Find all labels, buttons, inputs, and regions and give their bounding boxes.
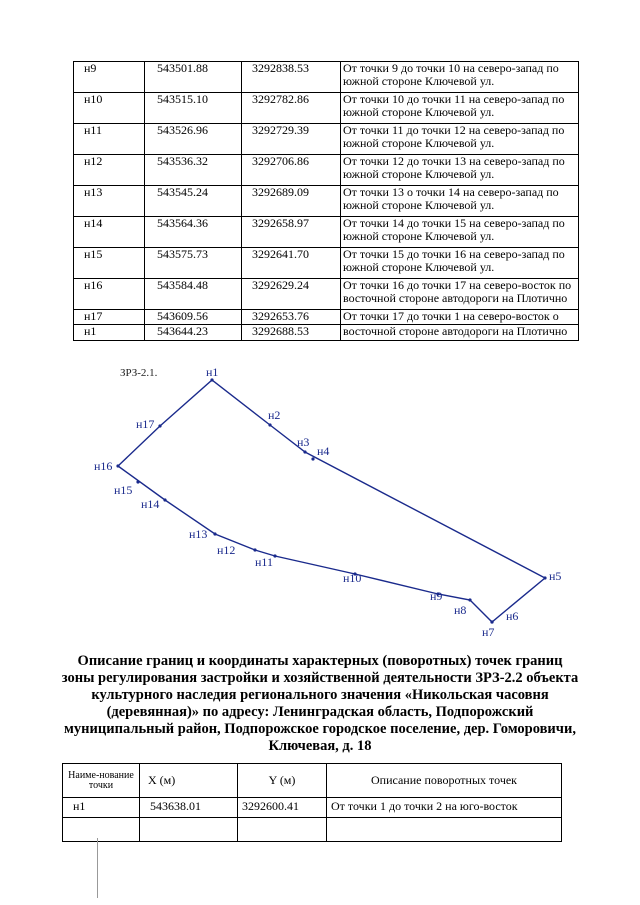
point-name: н12 <box>74 155 145 186</box>
point-description: От точки 16 до точки 17 на северо-восток по восточной стороне автодороги на Плотично <box>341 279 579 310</box>
boundary-point-label: н3 <box>297 435 310 449</box>
boundary-point-label: н17 <box>136 417 155 431</box>
boundary-point-label: н11 <box>255 555 273 569</box>
boundary-polyline <box>118 380 545 622</box>
point-x: 543644.23 <box>145 325 242 341</box>
point-y: 3292641.70 <box>242 248 341 279</box>
boundary-point-marker <box>273 554 276 557</box>
table-row <box>74 93 579 124</box>
boundary-point-marker <box>163 498 166 501</box>
point-x: 543564.36 <box>145 217 242 248</box>
point-name: н13 <box>74 186 145 217</box>
boundary-point-label: н4 <box>317 444 330 458</box>
table-row <box>74 248 579 279</box>
boundary-point-marker <box>490 620 493 623</box>
point-description: От точки 1 до точки 2 на юго-восток <box>327 798 562 818</box>
point-y: 3292688.53 <box>242 325 341 341</box>
point-y: 3292658.97 <box>242 217 341 248</box>
boundary-point-marker <box>158 424 161 427</box>
boundary-points <box>116 378 546 623</box>
point-y: 3292706.86 <box>242 155 341 186</box>
point-y: 3292838.53 <box>242 62 341 93</box>
table-row-empty <box>63 818 562 842</box>
table-row <box>74 62 579 93</box>
boundary-point-label: н1 <box>206 365 219 379</box>
point-name: н9 <box>74 62 145 93</box>
point-x: 543545.24 <box>145 186 242 217</box>
column-header-name: Наиме-нование точки <box>63 764 140 798</box>
table-row <box>74 186 579 217</box>
boundary-point-label: н12 <box>217 543 236 557</box>
point-name: н10 <box>74 93 145 124</box>
point-description: От точки 12 до точки 13 на северо-запад по южной стороне Ключевой ул. <box>341 155 579 186</box>
boundary-point-marker <box>311 457 314 460</box>
boundary-point-label: н7 <box>482 625 495 639</box>
boundary-point-marker <box>213 532 216 535</box>
point-y: 3292782.86 <box>242 93 341 124</box>
boundary-point-label: н8 <box>454 603 467 617</box>
coordinates-table-zrz-2-2 <box>62 763 562 842</box>
boundary-plan-diagram <box>0 360 640 640</box>
boundary-point-label: н14 <box>141 497 160 511</box>
point-y: 3292600.41 <box>238 798 327 818</box>
point-x: 543609.56 <box>145 310 242 325</box>
point-x: 543536.32 <box>145 155 242 186</box>
table-row <box>74 279 579 310</box>
boundary-point-marker <box>468 598 471 601</box>
column-header-x: X (м) <box>140 764 238 798</box>
point-description: восточной стороне автодороги на Плотично <box>341 325 579 341</box>
boundary-point-label: н15 <box>114 483 133 497</box>
table-row <box>74 325 579 341</box>
point-description: От точки 17 до точки 1 на северо-восток о <box>341 310 579 325</box>
boundary-point-marker <box>136 480 139 483</box>
point-name: н15 <box>74 248 145 279</box>
point-description: От точки 9 до точки 10 на северо-запад по южной стороне Ключевой ул. <box>341 62 579 93</box>
table-row <box>74 155 579 186</box>
boundary-point-marker <box>303 450 306 453</box>
point-name: н17 <box>74 310 145 325</box>
point-description: От точки 13 о точки 14 на северо-запад по южной стороне Ключевой ул. <box>341 186 579 217</box>
point-x: 543501.88 <box>145 62 242 93</box>
table-row <box>74 217 579 248</box>
margin-line <box>97 838 98 898</box>
point-y: 3292729.39 <box>242 124 341 155</box>
point-x: 543515.10 <box>145 93 242 124</box>
boundary-point-label: н9 <box>430 589 443 603</box>
point-y: 3292689.09 <box>242 186 341 217</box>
table-row <box>74 124 579 155</box>
point-x: 543584.48 <box>145 279 242 310</box>
zone-label: ЗРЗ-2.1. <box>120 367 158 379</box>
boundary-point-label: н13 <box>189 527 208 541</box>
point-description: От точки 14 до точки 15 на северо-запад по южной стороне Ключевой ул. <box>341 217 579 248</box>
boundary-point-label: н2 <box>268 408 281 422</box>
boundary-point-label: н5 <box>549 569 562 583</box>
boundary-point-marker <box>116 464 119 467</box>
point-name: н11 <box>74 124 145 155</box>
column-header-y: Y (м) <box>238 764 327 798</box>
table-row <box>74 310 579 325</box>
column-header-description: Описание поворотных точек <box>327 764 562 798</box>
point-name: н1 <box>74 325 145 341</box>
point-name: н14 <box>74 217 145 248</box>
boundary-point-marker <box>543 576 546 579</box>
point-x: 543526.96 <box>145 124 242 155</box>
point-description: От точки 15 до точки 16 на северо-запад по южной стороне Ключевой ул. <box>341 248 579 279</box>
table-row <box>63 798 562 818</box>
boundary-point-marker <box>253 548 256 551</box>
point-description: От точки 11 до точки 12 на северо-запад по южной стороне Ключевой ул. <box>341 124 579 155</box>
point-description: От точки 10 до точки 11 на северо-запад по южной стороне Ключевой ул. <box>341 93 579 124</box>
section-heading: Описание границ и координаты характерных (поворотных) точек границ зоны регулирования застройки и хозяйственной деятельности ЗРЗ-2.2 объекта культурного наследия регионального значения «Никольская часовня (деревянная)» по адресу: Ленинградская область, Подпорожский муниципальный район, Подпорожское городское поселение, дер. Гоморовичи, Ключевая, д. 18 <box>61 653 579 754</box>
coordinates-table <box>73 61 579 341</box>
boundary-point-label: н6 <box>506 609 519 623</box>
point-x: 543638.01 <box>140 798 238 818</box>
point-name: н16 <box>74 279 145 310</box>
point-name: н1 <box>63 798 140 818</box>
boundary-point-label: н10 <box>343 571 362 585</box>
boundary-point-marker <box>268 423 271 426</box>
point-x: 543575.73 <box>145 248 242 279</box>
boundary-point-label: н16 <box>94 459 113 473</box>
point-y: 3292653.76 <box>242 310 341 325</box>
boundary-point-labels <box>94 365 561 639</box>
point-y: 3292629.24 <box>242 279 341 310</box>
